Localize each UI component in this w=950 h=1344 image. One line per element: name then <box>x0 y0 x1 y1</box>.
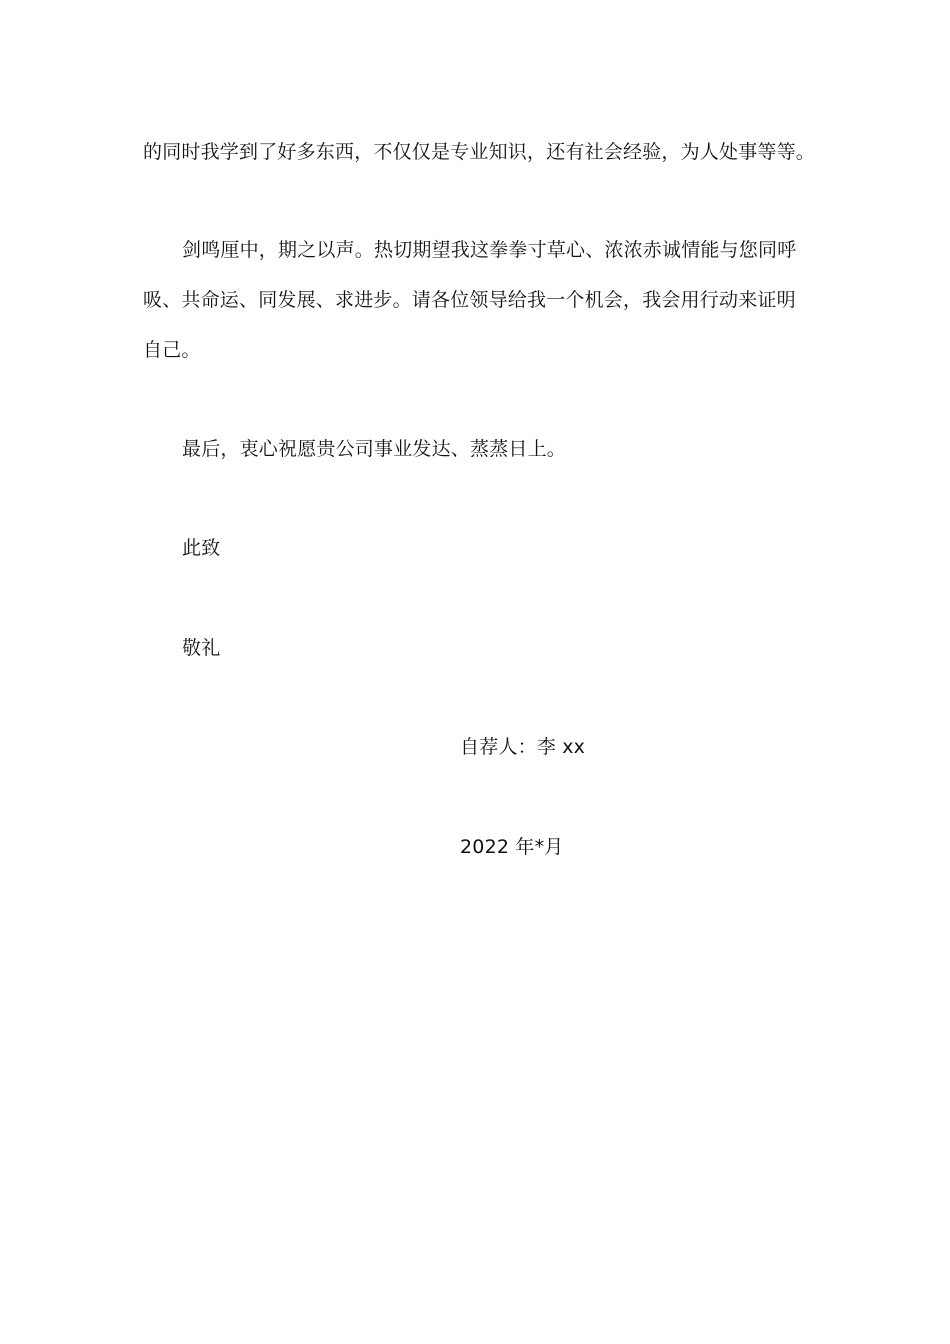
signature-date: 2022 年*月 <box>460 836 564 858</box>
closing-wish: 最后，衷心祝愿贵公司事业发达、蒸蒸日上。 <box>182 438 567 460</box>
paragraph-2-line-2: 吸、共命运、同发展、求进步。请各位领导给我一个机会，我会用行动来证明 <box>143 289 796 311</box>
salutation-cizhi: 此致 <box>182 537 221 559</box>
paragraph-2-line-1: 剑鸣厘中，期之以声。热切期望我这拳拳寸草心、浓浓赤诚情能与您同呼 <box>182 239 797 261</box>
signature-name: 自荐人：李 xx <box>460 736 586 758</box>
paragraph-2-line-3: 自己。 <box>143 339 201 361</box>
paragraph-1-line-1: 的同时我学到了好多东西，不仅仅是专业知识，还有社会经验，为人处事等等。 <box>143 141 816 163</box>
salutation-jingli: 敬礼 <box>182 637 221 659</box>
